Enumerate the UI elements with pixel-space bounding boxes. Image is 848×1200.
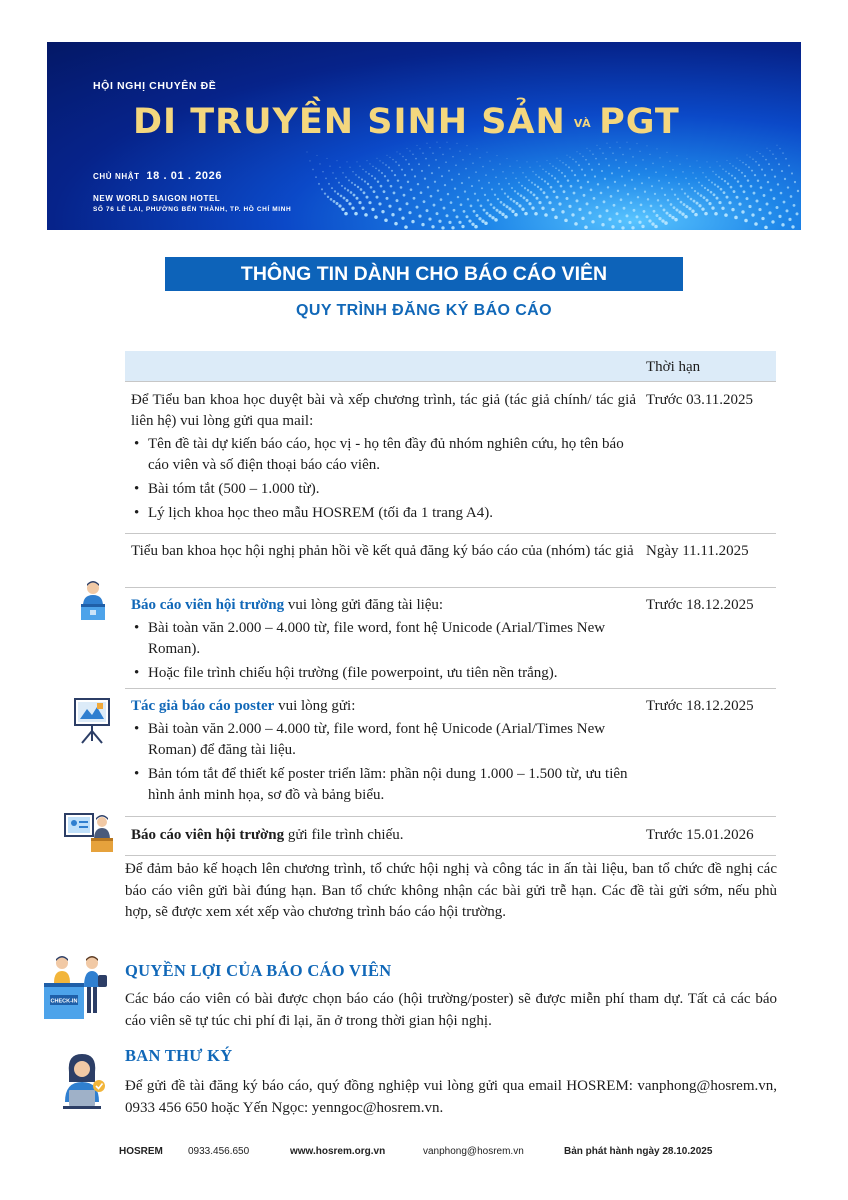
list-item: • Bài toàn văn 2.000 – 4.000 từ, file word, font hệ Unicode (Arial/Times New Roman) để đăng tài liệu. (131, 719, 636, 761)
row-lead: Tác giả báo cáo poster (131, 698, 275, 714)
banner-date-label: CHỦ NHẬT (93, 172, 140, 181)
row-deadline: Trước 15.01.2026 (646, 827, 754, 843)
registration-table (125, 351, 776, 856)
list-item: • Hoặc file trình chiếu hội trường (file powerpoint, ưu tiên nền trắng). (131, 663, 636, 684)
row-lead: Báo cáo viên hội trường (131, 597, 285, 613)
row-lead-rest: vui lòng gửi: (274, 698, 356, 714)
table-row (125, 382, 776, 534)
page-title: THÔNG TIN DÀNH CHO BÁO CÁO VIÊN (165, 257, 683, 291)
row-intro: Để Tiểu ban khoa học duyệt bài và xếp chương trình, tác giả (tác giả chính/ tác giả liên hệ) vui lòng gửi qua mail: (131, 392, 636, 429)
banner-title (133, 102, 680, 142)
secretary-laptop-icon (59, 1052, 105, 1110)
speaker-podium-icon (77, 580, 109, 624)
checkin-label: CHECK-IN (50, 998, 78, 1005)
banner-venue: NEW WORLD SAIGON HOTEL (93, 194, 221, 203)
list-item: • Bài toàn văn 2.000 – 4.000 từ, file word, font hệ Unicode (Arial/Times New Roman). (131, 618, 636, 660)
row-deadline: Ngày 11.11.2025 (646, 543, 749, 559)
banner-address: SỐ 76 LÊ LAI, PHƯỜNG BẾN THÀNH, TP. HỒ CHÍ MINH (93, 206, 292, 213)
row-deadline: Trước 03.11.2025 (646, 392, 754, 408)
banner-eyebrow: HỘI NGHỊ CHUYÊN ĐỀ (93, 80, 217, 92)
page-subtitle: QUY TRÌNH ĐĂNG KÝ BÁO CÁO (296, 302, 552, 319)
banner-title-pgt: PGT (599, 102, 680, 142)
poster-board-icon (73, 697, 111, 745)
deadline-notice: Để đảm bảo kế hoạch lên chương trình, tổ chức hội nghị và công tác in ấn tài liệu, ban tổ chức đề nghị các báo cáo viên gửi bài đúng hạn. Ban tổ chức không nhận các bài gửi trễ hạn. Các đề tài gửi sớm, nếu phù hợp, sẽ được xem xét xếp vào chương trình báo cáo hội trường. (125, 861, 777, 920)
list-item: • Tên đề tài dự kiến báo cáo, học vị - họ tên đầy đủ nhóm nghiên cứu, họ tên báo cáo viên và số điện thoại báo cáo viên. (131, 434, 636, 476)
row-lead-rest: vui lòng gửi đăng tài liệu: (284, 597, 444, 613)
banner-date (93, 170, 222, 182)
deadline-header: Thời hạn (646, 359, 701, 375)
table-row (125, 588, 776, 689)
secretariat-heading: BAN THƯ KÝ (125, 1046, 233, 1065)
benefits-text: Các báo cáo viên có bài được chọn báo cáo (hội trường/poster) sẽ được miễn phí tham dự. Tất cả các báo cáo viên sẽ tự túc chi phí đi lại, ăn ở trong thời gian hội nghị. (125, 991, 777, 1029)
footer-org: HOSREM (119, 1146, 163, 1157)
benefits-heading: QUYỀN LỢI CỦA BÁO CÁO VIÊN (125, 961, 392, 980)
list-item: • Bài tóm tắt (500 – 1.000 từ). (131, 479, 636, 500)
banner-title-va: VÀ (573, 116, 592, 130)
table-row (125, 689, 776, 817)
presentation-screen-icon (63, 810, 115, 854)
row-content (131, 595, 636, 684)
footer-email[interactable]: vanphong@hosrem.vn (423, 1146, 524, 1157)
row-content: Tiểu ban khoa học hội nghị phản hồi về kết quả đăng ký báo cáo của (nhóm) tác giả (131, 543, 634, 559)
conference-banner (47, 42, 801, 230)
banner-date-value: 18 . 01 . 2026 (146, 170, 223, 182)
row-deadline: Trước 18.12.2025 (646, 698, 754, 714)
row-lead: Báo cáo viên hội trường (131, 827, 285, 843)
footer-phone: 0933.456.650 (188, 1146, 250, 1157)
table-row (125, 817, 776, 856)
banner-title-main: DI TRUYỀN SINH SẢN (133, 102, 566, 142)
footer-release-date: Bản phát hành ngày 28.10.2025 (564, 1146, 713, 1157)
row-lead-rest: gửi file trình chiếu. (284, 827, 404, 843)
row-deadline: Trước 18.12.2025 (646, 597, 754, 613)
table-header (125, 351, 776, 382)
checkin-desk-icon (40, 953, 112, 1023)
table-row (125, 534, 776, 588)
row-content (131, 390, 636, 524)
row-content (131, 696, 636, 806)
footer-website[interactable]: www.hosrem.org.vn (290, 1146, 386, 1157)
secretariat-text: Để gửi đề tài đăng ký báo cáo, quý đồng nghiệp vui lòng gửi qua email HOSREM: vanphong@hosrem.vn, 0933 456 650 hoặc Yến Ngọc: yenngoc@hosrem.vn. (125, 1078, 777, 1116)
list-item: • Lý lịch khoa học theo mẫu HOSREM (tối đa 1 trang A4). (131, 503, 636, 524)
list-item: • Bản tóm tắt để thiết kế poster triển lãm: phần nội dung 1.000 – 1.500 từ, ưu tiên hình ảnh minh họa, sơ đồ và bảng biểu. (131, 764, 636, 806)
